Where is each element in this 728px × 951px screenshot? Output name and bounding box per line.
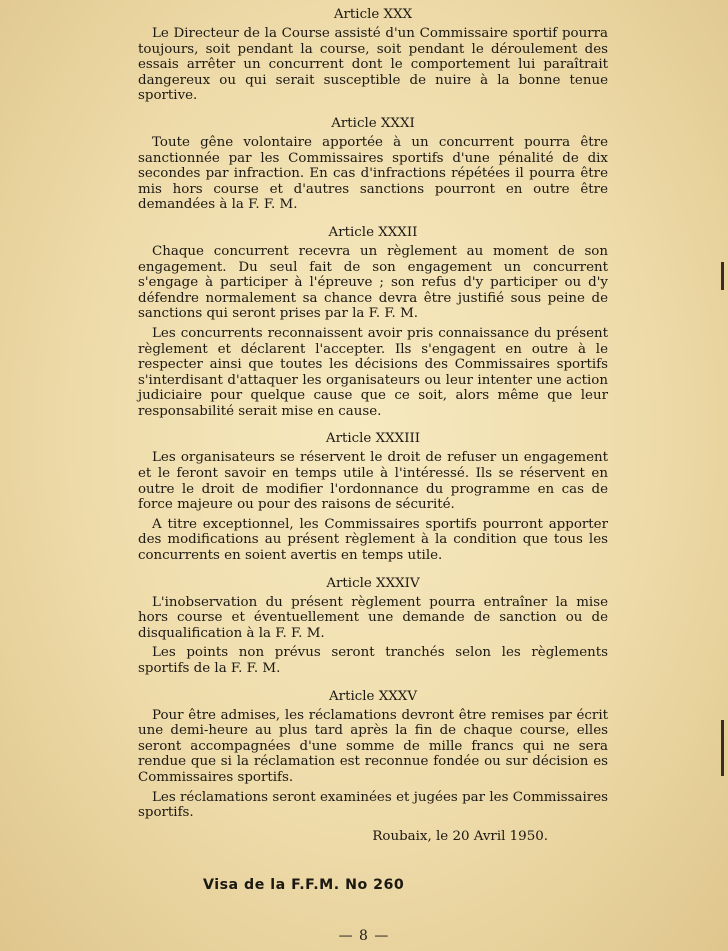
article-paragraph: Chaque concurrent recevra un règlement au moment de son engagement. Du seul fait de son engagement un concurrent s'engage à participer à l'épreuve ; son refus d'y participer ou d'y défendre normalement sa chance devra être justifié sous peine de sanctions qui seront prises par la F. F. M.: [138, 243, 608, 322]
article-heading: Article XXX: [333, 7, 413, 22]
article-paragraph: Toute gêne volontaire apportée à un concurrent pourra être sanctionnée par les Commissaires sportifs d'une pénalité de dix secondes par infraction. En cas d'infractions répétées il pourra être mis hors course et d'autres sanctions pourront en outre être demandées à la F. F. M.: [138, 134, 608, 213]
article-heading: Article XXXI: [331, 115, 415, 131]
article-paragraph: Le Directeur de la Course assisté d'un Commissaire sportif pourra toujours, soit pendant la course, soit pendant le déroulement des essais arrêter un concurrent dont le comportement lui paraîtrait dangereux ou qui serait susceptible de nuire à la bonne tenue sportive.: [138, 26, 608, 104]
article-35: [138, 689, 608, 821]
paper-edge-mark: [721, 262, 724, 290]
article-paragraph: Les organisateurs se réservent le droit de refuser un engagement et le feront savoir en temps utile à l'intéressé. Ils se réservent en outre le droit de modifier l'ordonnance du programme en cas de force majeure ou pour des raisons de sécurité.: [138, 450, 608, 513]
visa-line: Visa de la F.F.M. No 260: [203, 877, 405, 893]
article-heading: Article XXXII: [328, 224, 418, 240]
article-heading: Article XXXIII: [325, 431, 421, 447]
article-paragraph: L'inobservation du présent règlement pourra entraîner la mise hors course et éventuellement une demande de sanction ou de disqualification à la F. F. M.: [138, 594, 608, 641]
article-30: [138, 7, 608, 104]
article-paragraph: Les réclamations seront examinées et jugées par les Commissaires sportifs.: [138, 789, 608, 821]
article-paragraph: Pour être admises, les réclamations devront être remises par écrit une demi-heure au plus tard après la fin de chaque course, elles seront accompagnées d'une somme de mille francs qui ne sera rendue que si la réclamation est reconnue fondée ou sur décision es Commissaires sportifs.: [138, 707, 608, 785]
article-paragraph: Les concurrents reconnaissent avoir pris connaissance du présent règlement et déclarent l'accepter. Ils s'engagent en outre à le respecter ainsi que toutes les décisions des Commissaires sportifs s'interdisant d'attaquer les organisateurs ou leur intenter une action judiciaire pour quelque cause que ce soit, alors même que leur responsabilité serait mise en cause.: [138, 325, 608, 419]
place-date-signoff: Roubaix, le 20 Avril 1950.: [372, 828, 548, 844]
article-heading: Article XXXIV: [326, 575, 420, 591]
article-33: [138, 431, 608, 563]
document-body: [138, 0, 608, 845]
article-32: [138, 225, 608, 420]
page-number: — 8 —: [338, 928, 390, 944]
article-31: [138, 116, 608, 213]
article-paragraph: A titre exceptionnel, les Commissaires sportifs pourront apporter des modifications au présent règlement à la condition que tous les concurrents en soient avertis en temps utile.: [138, 516, 608, 564]
article-heading: Article XXXV: [329, 688, 417, 704]
paper-edge-mark: [721, 720, 724, 776]
article-paragraph: Les points non prévus seront tranchés selon les règlements sportifs de la F. F. M.: [138, 645, 608, 676]
article-34: [138, 576, 608, 677]
